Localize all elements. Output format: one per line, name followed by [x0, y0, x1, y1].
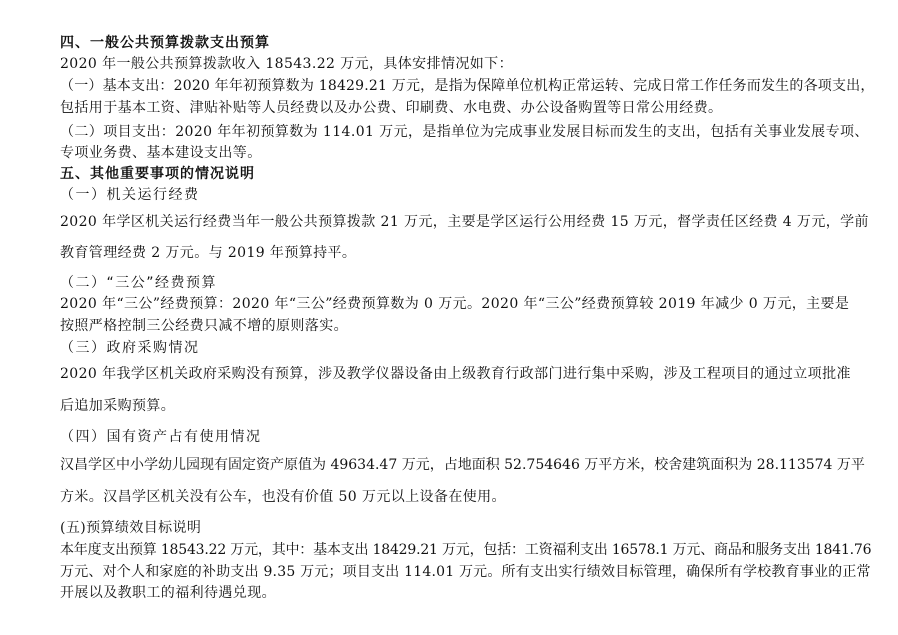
subsection-5-title: (五)预算绩效目标说明 [60, 520, 202, 536]
subsection-3-line-1: 2020 年我学区机关政府采购没有预算，涉及教学仪器设备由上级教育行政部门进行集中采购，涉及工程项目的通过立项批准 [60, 366, 851, 382]
subsection-2-title: （二）“三公”经费预算 [60, 275, 218, 291]
section-5-heading: 五、其他重要事项的情况说明 [60, 166, 255, 182]
subsection-1-title: （一）机关运行经费 [60, 187, 200, 203]
subsection-5-line-1: 本年度支出预算 18543.22 万元，其中：基本支出 18429.21 万元，包括：工资福利支出 16578.1 万元、商品和服务支出 1841.76 [60, 542, 872, 558]
subsection-3-title: （三）政府采购情况 [60, 340, 200, 356]
subsection-4-line-1: 汉昌学区中小学幼儿园现有固定资产原值为 49634.47 万元，占地面积 52.754646 万平方米，校舍建筑面积为 28.113574 万平 [60, 457, 865, 473]
project-expenditure-line-2: 专项业务费、基本建设支出等。 [60, 145, 262, 161]
subsection-2-line-1: 2020 年“三公”经费预算：2020 年“三公”经费预算数为 0 万元。2020 年“三公”经费预算较 2019 年减少 0 万元，主要是 [60, 296, 850, 312]
subsection-5-line-3: 开展以及教职工的福利待遇兑现。 [60, 585, 276, 601]
subsection-5-line-2: 万元、对个人和家庭的补助支出 9.35 万元；项目支出 114.01 万元。所有支出实行绩效目标管理，确保所有学校教育事业的正常 [60, 564, 871, 580]
basic-expenditure-line-1: （一）基本支出：2020 年年初预算数为 18429.21 万元，是指为保障单位机构正常运转、完成日常工作任务而发生的各项支出， [60, 78, 875, 94]
section-4-heading: 四、一般公共预算拨款支出预算 [60, 35, 270, 51]
subsection-4-title: （四）国有资产占有使用情况 [60, 429, 262, 445]
project-expenditure-line-1: （二）项目支出：2020 年年初预算数为 114.01 万元，是指单位为完成事业发展目标而发生的支出，包括有关事业发展专项、 [60, 124, 869, 140]
basic-expenditure-line-2: 包括用于基本工资、津贴补贴等人员经费以及办公费、印刷费、水电费、办公设备购置等日常公用经费。 [60, 100, 723, 116]
subsection-1-line-2: 教育管理经费 2 万元。与 2019 年预算持平。 [60, 245, 357, 261]
section-4-intro: 2020 年一般公共预算拨款收入 18543.22 万元，具体安排情况如下： [60, 56, 513, 72]
subsection-4-line-2: 方米。汉昌学区机关没有公车，也没有价值 50 万元以上设备在使用。 [60, 489, 506, 505]
subsection-3-line-2: 后追加采购预算。 [60, 398, 176, 414]
subsection-2-line-2: 按照严格控制三公经费只减不增的原则落实。 [60, 318, 348, 334]
subsection-1-line-1: 2020 年学区机关运行经费当年一般公共预算拨款 21 万元，主要是学区运行公用经费 15 万元，督学责任区经费 4 万元，学前 [60, 214, 869, 230]
